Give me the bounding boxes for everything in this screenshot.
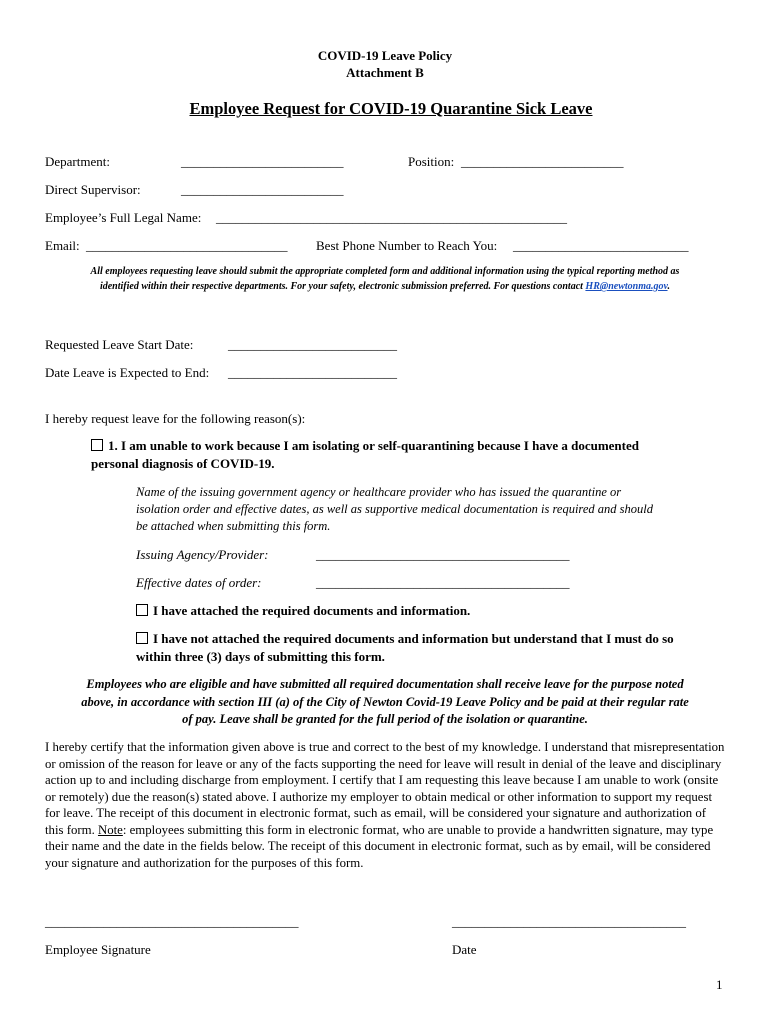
policy-title: COVID-19 Leave Policy	[317, 48, 453, 63]
signature-field[interactable]: _______________________________________	[45, 914, 299, 929]
hr-email-link[interactable]: HR@newtonma.gov	[585, 281, 668, 292]
form-title: Employee Request for COVID-19 Quarantine Sick Leave	[189, 99, 593, 118]
legal-name-field[interactable]: ______________________________________________________	[216, 210, 567, 225]
start-date-field[interactable]: __________________________	[228, 337, 397, 352]
eligibility-line2: above, in accordance with section III (a) of the City of Newton Covid-19 Leave Policy and be paid at their regular rate	[81, 695, 689, 709]
date-label: Date	[452, 942, 477, 957]
notice-period: .	[667, 281, 671, 292]
note-label: Note	[97, 822, 123, 837]
agency-label: Issuing Agency/Provider:	[136, 547, 269, 562]
submission-notice-line2	[0, 280, 770, 294]
supervisor-label: Direct Supervisor:	[45, 182, 141, 197]
effective-dates-field[interactable]: _______________________________________	[316, 575, 570, 590]
end-date-field[interactable]: __________________________	[228, 365, 397, 380]
attached-checkbox[interactable]	[136, 604, 148, 616]
position-field[interactable]: _________________________	[461, 154, 624, 169]
instructions-line3: be attached when submitting this form.	[136, 519, 331, 533]
certification-paragraph	[45, 739, 725, 871]
email-label: Email:	[45, 238, 80, 253]
date-field[interactable]: ____________________________________	[452, 914, 686, 929]
certification-text: I hereby certify that the information given above is true and correct to the best of my knowledge. I understand that misrepresentation or omission of the reason for leave or any of the facts supporting the need for leave will result in denial of the leave and disciplinary action up to and including discharge from employment. I certify that I am requesting this leave because I am unable to work (onsite or remotely) due the reason(s) stated above. I authorize my employer to obtain medical or other information to support my request for leave. The receipt of this document in electronic format, such as email, will be considered your signature and authorization of this form.	[45, 740, 725, 837]
effective-dates-label: Effective dates of order:	[136, 575, 262, 590]
department-label: Department:	[45, 154, 110, 169]
instructions-line2: isolation order and effective dates, as well as supportive medical documentation is required and should	[136, 502, 653, 516]
email-field[interactable]: _______________________________	[86, 238, 288, 253]
eligibility-line3: of pay. Leave shall be granted for the full period of the isolation or quarantine.	[182, 712, 588, 726]
position-label: Position:	[408, 154, 455, 169]
phone-label: Best Phone Number to Reach You:	[316, 238, 498, 253]
signature-label: Employee Signature	[45, 942, 151, 957]
instructions-line1: Name of the issuing government agency or healthcare provider who has issued the quarantine or	[136, 485, 622, 499]
reasons-intro: I hereby request leave for the following reason(s):	[45, 411, 306, 426]
attachment-label: Attachment B	[346, 65, 424, 80]
department-field[interactable]: _________________________	[181, 154, 344, 169]
certification-text-continued: : employees submitting this form in electronic format, who are unable to provide a handwritten signature, may type their name and the date in the fields below. The receipt of this document in electronic format, such as by email, will be considered your signature and authorization for the purposes of this form.	[45, 822, 714, 870]
reason1-line1	[91, 438, 639, 454]
submission-notice-line1: All employees requesting leave should submit the appropriate completed form and additional information using the typical reporting method as	[90, 266, 680, 277]
supervisor-field[interactable]: _________________________	[181, 182, 344, 197]
start-date-label: Requested Leave Start Date:	[45, 337, 194, 352]
reason1-text: 1. I am unable to work because I am isolating or self-quarantining because I have a documented	[108, 438, 639, 453]
not-attached-text: I have not attached the required documents and information but understand that I must do so	[153, 631, 674, 646]
reason1-line2: personal diagnosis of COVID-19.	[91, 456, 275, 471]
eligibility-line1: Employees who are eligible and have submitted all required documentation shall receive leave for the purpose noted	[86, 677, 684, 691]
notice-text: identified within their respective departments. For your safety, electronic submission preferred. For questions contact	[99, 281, 586, 292]
attached-option	[136, 603, 470, 619]
legal-name-label: Employee’s Full Legal Name:	[45, 210, 202, 225]
phone-field[interactable]: ___________________________	[513, 238, 689, 253]
not-attached-checkbox[interactable]	[136, 632, 148, 644]
attached-text: I have attached the required documents and information.	[153, 603, 471, 618]
page-number: 1	[716, 977, 723, 992]
reason1-checkbox[interactable]	[91, 439, 103, 451]
agency-field[interactable]: _______________________________________	[316, 547, 570, 562]
not-attached-line2: within three (3) days of submitting this form.	[136, 649, 385, 664]
end-date-label: Date Leave is Expected to End:	[45, 365, 210, 380]
not-attached-option	[136, 631, 674, 647]
